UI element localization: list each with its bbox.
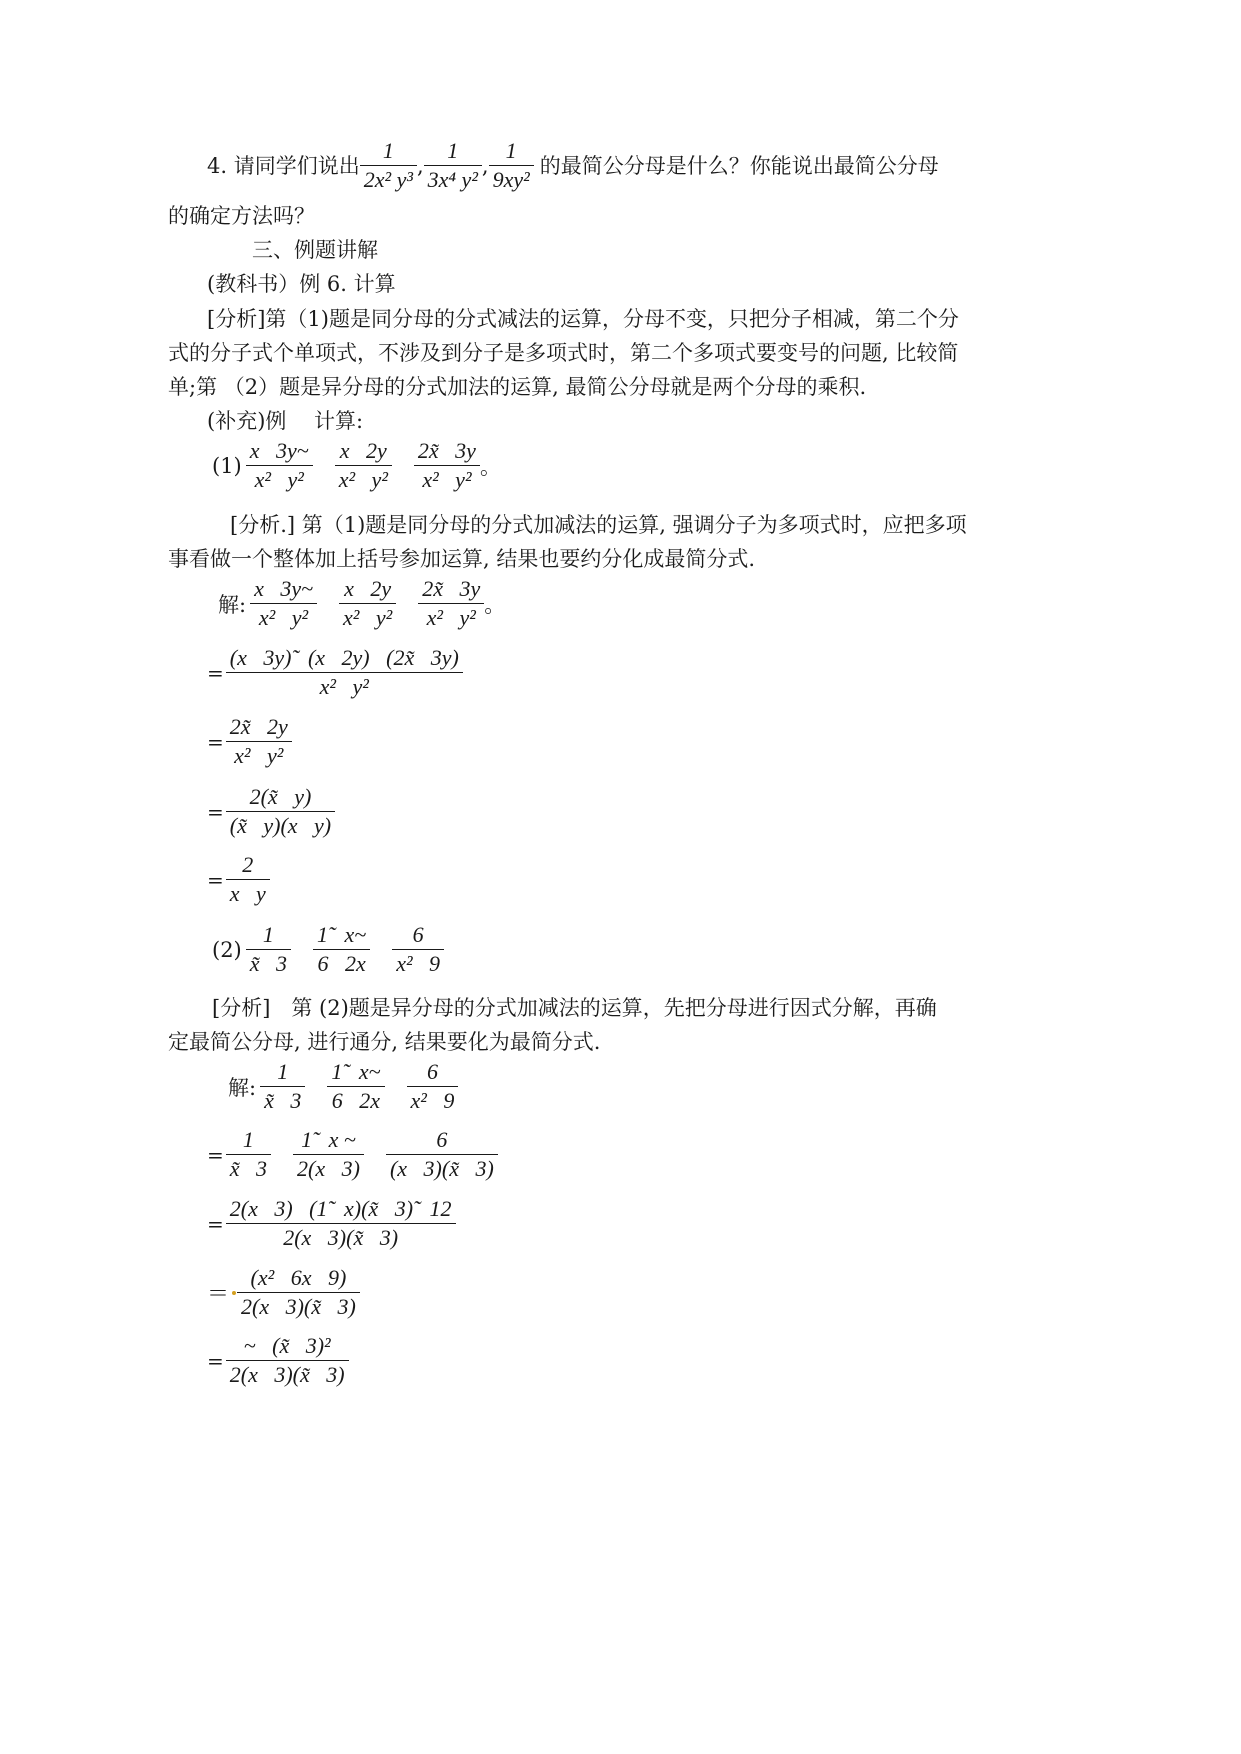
fraction	[293, 1127, 364, 1182]
numerator: 1	[505, 138, 517, 163]
textbook-example: (教科书）例 6. 计算	[207, 272, 396, 296]
fraction	[360, 138, 417, 193]
numerator: 1	[277, 1059, 289, 1084]
numerator: (x 3y)̃ (x 2y) (2x̃ 3y)	[229, 645, 459, 670]
numerator: 1̃ x~	[331, 1059, 381, 1084]
numerator: 2(x 3) (1̃ x)(x̃ 3)̃ 12	[229, 1196, 452, 1221]
numerator: 1	[242, 1127, 254, 1152]
numerator: 1	[262, 922, 274, 947]
denominator: x² y²	[254, 467, 304, 492]
fraction	[226, 1196, 456, 1251]
fraction	[226, 852, 270, 907]
denominator: x̃ 3	[249, 951, 288, 976]
solution-1-start	[218, 576, 509, 631]
denominator: x y	[229, 881, 266, 906]
numerator: 6	[412, 922, 424, 947]
solution-label: 解:	[228, 1075, 257, 1100]
fraction	[489, 138, 534, 193]
fraction	[418, 576, 484, 631]
fraction	[246, 438, 313, 493]
fraction	[226, 1127, 271, 1182]
fraction	[246, 922, 291, 977]
analysis-3-line2: 定最简公分母, 进行通分, 结果要化为最简分式.	[168, 1030, 601, 1054]
denominator: (x̃ y)(x y)	[229, 813, 332, 838]
question-4-prefix: 4. 请同学们说出	[207, 153, 360, 178]
solution-1-step-3	[207, 784, 335, 839]
denominator: 3x⁴ y²	[427, 167, 478, 192]
numerator: 2	[242, 852, 254, 877]
denominator: 6 2x	[331, 1088, 381, 1113]
analysis-2-line1: [分析.] 第（1)题是同分母的分式加减法的运算, 强调分子为多项式时，应把多项	[230, 513, 967, 537]
analysis-1-line3: 单;第 （2）题是异分母的分式加法的运算, 最简公分母就是两个分母的乘积.	[168, 375, 867, 399]
denominator: 6 2x	[317, 951, 366, 976]
denominator: x² 9	[410, 1088, 455, 1113]
denominator: x² y²	[234, 743, 284, 768]
denominator: x² y²	[422, 467, 472, 492]
denominator: 2x² y³	[363, 167, 413, 192]
numerator: x 3y~	[249, 438, 309, 463]
section-heading: 三、例题讲解	[252, 238, 378, 262]
numerator: x 2y	[344, 576, 392, 601]
numerator: 2x̃ 3y	[417, 438, 476, 463]
separator: ,	[481, 153, 489, 178]
denominator: 2(x 3)(x̃ 3)	[229, 1362, 345, 1387]
fraction	[386, 1127, 498, 1182]
analysis-1-line1: [分析]第（1)题是同分母的分式减法的运算，分母不变，只把分子相减，第二个分	[207, 307, 959, 331]
denominator: 2(x 3)	[297, 1156, 360, 1181]
equals-sign: ＝	[207, 1282, 230, 1307]
solution-1-step-4	[207, 852, 270, 907]
equals-sign: =	[207, 729, 224, 754]
fraction	[226, 645, 463, 700]
equals-sign: =	[207, 1348, 224, 1373]
problem-label: (1)	[212, 453, 242, 478]
problem-2	[212, 922, 444, 977]
numerator: 1	[382, 138, 394, 163]
denominator: x² y²	[319, 674, 369, 699]
denominator: 9xy²	[492, 167, 530, 192]
solution-1-step-2	[207, 714, 292, 769]
equals-sign: =	[207, 1211, 224, 1236]
separator: ,	[416, 153, 424, 178]
numerator: x 2y	[339, 438, 387, 463]
solution-2-step-1	[207, 1127, 498, 1182]
numerator: 1	[447, 138, 459, 163]
denominator: x̃ 3	[229, 1156, 268, 1181]
analysis-2-line2: 事看做一个整体加上括号参加运算, 结果也要约分化成最简分式.	[168, 547, 756, 571]
fraction	[424, 138, 482, 193]
numerator: 6	[436, 1127, 448, 1152]
fraction	[392, 922, 444, 977]
fraction	[327, 1059, 384, 1114]
numerator: ~ (x̃ 3)²	[243, 1333, 331, 1358]
denominator: x² y²	[343, 605, 393, 630]
fraction	[313, 922, 370, 977]
fraction	[407, 1059, 459, 1114]
solution-tail: 。	[484, 592, 506, 617]
numerator: (x² 6x 9)	[250, 1265, 347, 1290]
numerator: 6	[426, 1059, 438, 1084]
denominator: x̃ 3	[264, 1088, 302, 1113]
numerator: 2x̃ 3y	[422, 576, 481, 601]
numerator: 1̃ x~	[317, 922, 367, 947]
equals-sign: =	[207, 867, 224, 892]
numerator: 1̃ x ~	[301, 1127, 356, 1152]
fraction	[250, 576, 317, 631]
solution-2-step-3	[207, 1265, 360, 1320]
solution-label: 解:	[218, 592, 247, 617]
question-4	[207, 138, 939, 193]
fraction	[414, 438, 480, 493]
equals-sign: =	[207, 660, 224, 685]
fraction	[335, 438, 392, 493]
fraction	[226, 784, 335, 839]
denominator: x² y²	[258, 605, 309, 630]
solution-2-start	[228, 1059, 458, 1114]
problem-label: (2)	[212, 937, 242, 962]
supplement-example: (补充)例 计算:	[207, 409, 364, 433]
solution-2-step-2	[207, 1196, 456, 1251]
ink-mark	[232, 1291, 236, 1295]
question-4-suffix: 的最简公分母是什么？你能说出最简公分母	[539, 153, 939, 178]
fraction	[237, 1265, 360, 1320]
analysis-3-line1: [分析] 第 (2)题是异分母的分式加减法的运算，先把分母进行因式分解，再确	[212, 996, 937, 1020]
denominator: x² y²	[426, 605, 476, 630]
solution-1-step-1	[207, 645, 463, 700]
denominator: x² 9	[396, 951, 441, 976]
denominator: x² y²	[338, 467, 388, 492]
equals-sign: =	[207, 1142, 224, 1167]
question-4-line2: 的确定方法吗？	[168, 204, 315, 228]
denominator: (x 3)(x̃ 3)	[389, 1156, 494, 1181]
numerator: 2(x̃ y)	[249, 784, 312, 809]
problem-tail: 。	[479, 454, 501, 479]
fraction	[339, 576, 396, 631]
numerator: x 3y~	[254, 576, 314, 601]
fraction	[226, 1333, 349, 1388]
problem-1	[212, 438, 505, 493]
analysis-1-line2: 式的分子式个单项式，不涉及到分子是多项式时，第二个多项式要变号的问题, 比较简	[168, 341, 959, 365]
solution-2-step-4	[207, 1333, 349, 1388]
numerator: 2x̃ 2y	[229, 714, 288, 739]
equals-sign: =	[207, 799, 224, 824]
denominator: 2(x 3)(x̃ 3)	[283, 1225, 399, 1250]
denominator: 2(x 3)(x̃ 3)	[241, 1294, 356, 1319]
fraction	[260, 1059, 305, 1114]
fraction	[226, 714, 292, 769]
